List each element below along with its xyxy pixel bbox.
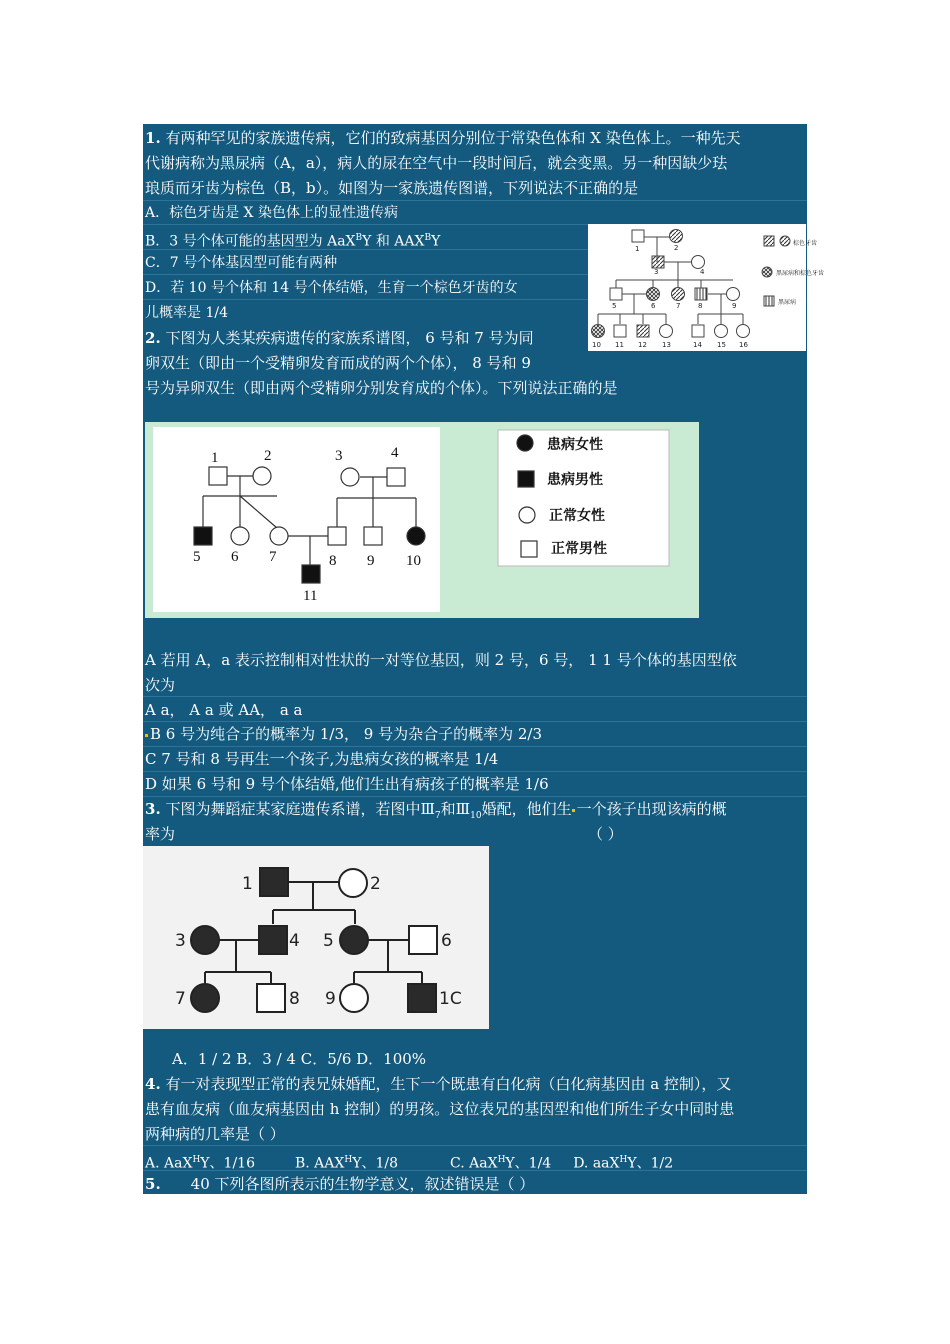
- q2-line1: 2. 下图为人类某疾病遗传的家族系谱图， 6 号和 7 号为同: [145, 329, 534, 347]
- svg-text:3: 3: [335, 448, 343, 464]
- q4-line3: 两种病的几率是（ ）: [145, 1125, 285, 1143]
- svg-text:7: 7: [269, 549, 277, 565]
- q1-line3: 琅质而牙齿为棕色（B，b）。如图为一家族遗传图谱，下列说法不正确的是: [145, 179, 639, 197]
- svg-text:5: 5: [612, 302, 617, 310]
- q2-line3: 号为异卵双生（即由两个受精卵分别发育成的个体）。下列说法正确的是: [145, 379, 618, 397]
- q4-line2: 患有血友病（血友病基因由 h 控制）的男孩。这位表兄的基因型和他们所生子女中同时患: [145, 1100, 735, 1118]
- q2-option-a-line1: A 若用 A，a 表示控制相对性状的一对等位基因，则 2 号，6 号， 1 1 号个体的基因型依: [145, 651, 737, 669]
- svg-text:7: 7: [175, 989, 186, 1009]
- svg-text:9: 9: [367, 553, 375, 569]
- svg-text:14: 14: [693, 341, 702, 349]
- svg-text:16: 16: [739, 341, 748, 349]
- q1-option-c: C．7 号个体基因型可能有两种: [145, 255, 338, 271]
- q1-pedigree-figure: [588, 224, 825, 351]
- q1-option-b: B．3 号个体可能的基因型为 AaX$^B$Y 和 $AAX^BY$: [145, 233, 441, 250]
- svg-text:12: 12: [638, 341, 647, 349]
- q4-line1: 4. 有一对表现型正常的表兄妹婚配，生下一个既患有白化病（白化病基因由 a 控制），又: [145, 1075, 732, 1093]
- svg-text:6: 6: [651, 302, 656, 310]
- svg-text:4: 4: [289, 931, 300, 951]
- svg-text:4: 4: [700, 268, 705, 276]
- svg-text:患病男性: 患病男性: [547, 472, 603, 488]
- svg-text:6: 6: [441, 931, 452, 951]
- q3-options: A．1 / 2 B．3 / 4 C．5/6 D．100%: [172, 1050, 427, 1068]
- q3-pedigree-figure: [143, 846, 489, 1029]
- svg-text:8: 8: [698, 302, 703, 310]
- q4-options: A. AaX$^H$Y、1/16 B. $AAX^HY$、1/8 C. AaX$^H$Y、1/4 D. aaX$^H$Y、1/2: [145, 1155, 674, 1172]
- svg-text:患病女性: 患病女性: [547, 437, 603, 453]
- svg-text:8: 8: [289, 989, 300, 1009]
- q2-option-c: C 7 号和 8 号再生一个孩子,为患病女孩的概率是 1/4: [145, 750, 499, 768]
- svg-text:10: 10: [592, 341, 601, 349]
- svg-text:1: 1: [635, 245, 640, 253]
- q3-line2: 率为: [145, 825, 176, 843]
- q1-option-d-line1: D．若 10 号个体和 14 号个体结婚，生育一个棕色牙齿的女: [145, 280, 518, 296]
- svg-text:3: 3: [654, 268, 659, 276]
- q2-pedigree-figure: [145, 422, 699, 618]
- svg-text:4: 4: [391, 445, 399, 461]
- svg-text:1C: 1C: [439, 989, 462, 1009]
- svg-text:10: 10: [406, 553, 421, 569]
- svg-text:11: 11: [303, 588, 318, 604]
- svg-text:2: 2: [674, 244, 679, 252]
- svg-text:黑尿病和棕色牙齿: 黑尿病和棕色牙齿: [776, 270, 825, 277]
- q3-line1: 3. 下图为舞蹈症某家庭遗传系谱，若图中$Ⅲ_7$和$Ⅲ_{10}$婚配，他们生 一个孩子出现该病的概: [145, 800, 727, 821]
- svg-text:1: 1: [242, 874, 253, 894]
- q2-option-d: D 如果 6 号和 9 号个体结婚,他们生出有病孩子的概率是 1/6: [145, 775, 549, 793]
- svg-text:3: 3: [175, 931, 186, 951]
- svg-text:11: 11: [615, 341, 624, 349]
- svg-text:1: 1: [211, 450, 219, 466]
- svg-text:9: 9: [732, 302, 737, 310]
- q5-line1: 5. 40 下列各图所表示的生物学意义，叙述错误是（ ）: [145, 1175, 535, 1193]
- svg-text:7: 7: [676, 302, 681, 310]
- q1-line1: 1. 有两种罕见的家族遗传病，它们的致病基因分别位于常染色体和 X 染色体上。一种先天: [145, 129, 741, 147]
- svg-text:15: 15: [717, 341, 726, 349]
- svg-text:2: 2: [264, 448, 272, 464]
- svg-text:正常女性: 正常女性: [549, 508, 605, 524]
- q1-option-d-line2: 儿概率是 1/4: [145, 305, 228, 321]
- svg-text:5: 5: [193, 549, 201, 565]
- q2-option-a-line3: A a， A a 或 AA， a a: [145, 701, 303, 719]
- svg-text:9: 9: [325, 989, 336, 1009]
- svg-text:2: 2: [370, 874, 381, 894]
- svg-text:黑尿病: 黑尿病: [778, 299, 797, 306]
- q1-line2: 代谢病称为黑尿病（A，a），病人的尿在空气中一段时间后，就会变黑。另一种因缺少珐: [145, 154, 728, 172]
- q2-line2: 卵双生（即由一个受精卵发育而成的两个个体）， 8 号和 9: [145, 354, 531, 372]
- svg-text:6: 6: [231, 549, 239, 565]
- svg-text:正常男性: 正常男性: [551, 541, 607, 557]
- svg-text:13: 13: [662, 341, 671, 349]
- q1-option-a: A．棕色牙齿是 X 染色体上的显性遗传病: [145, 205, 398, 221]
- svg-text:8: 8: [329, 553, 337, 569]
- q2-option-b: B 6 号为纯合子的概率为 1/3， 9 号为杂合子的概率为 2/3: [145, 723, 542, 745]
- q2-option-a-line2: 次为: [145, 676, 176, 694]
- svg-text:5: 5: [323, 931, 334, 951]
- svg-text:棕色牙齿: 棕色牙齿: [793, 240, 818, 247]
- q3-answer-paren: （ ）: [588, 825, 623, 843]
